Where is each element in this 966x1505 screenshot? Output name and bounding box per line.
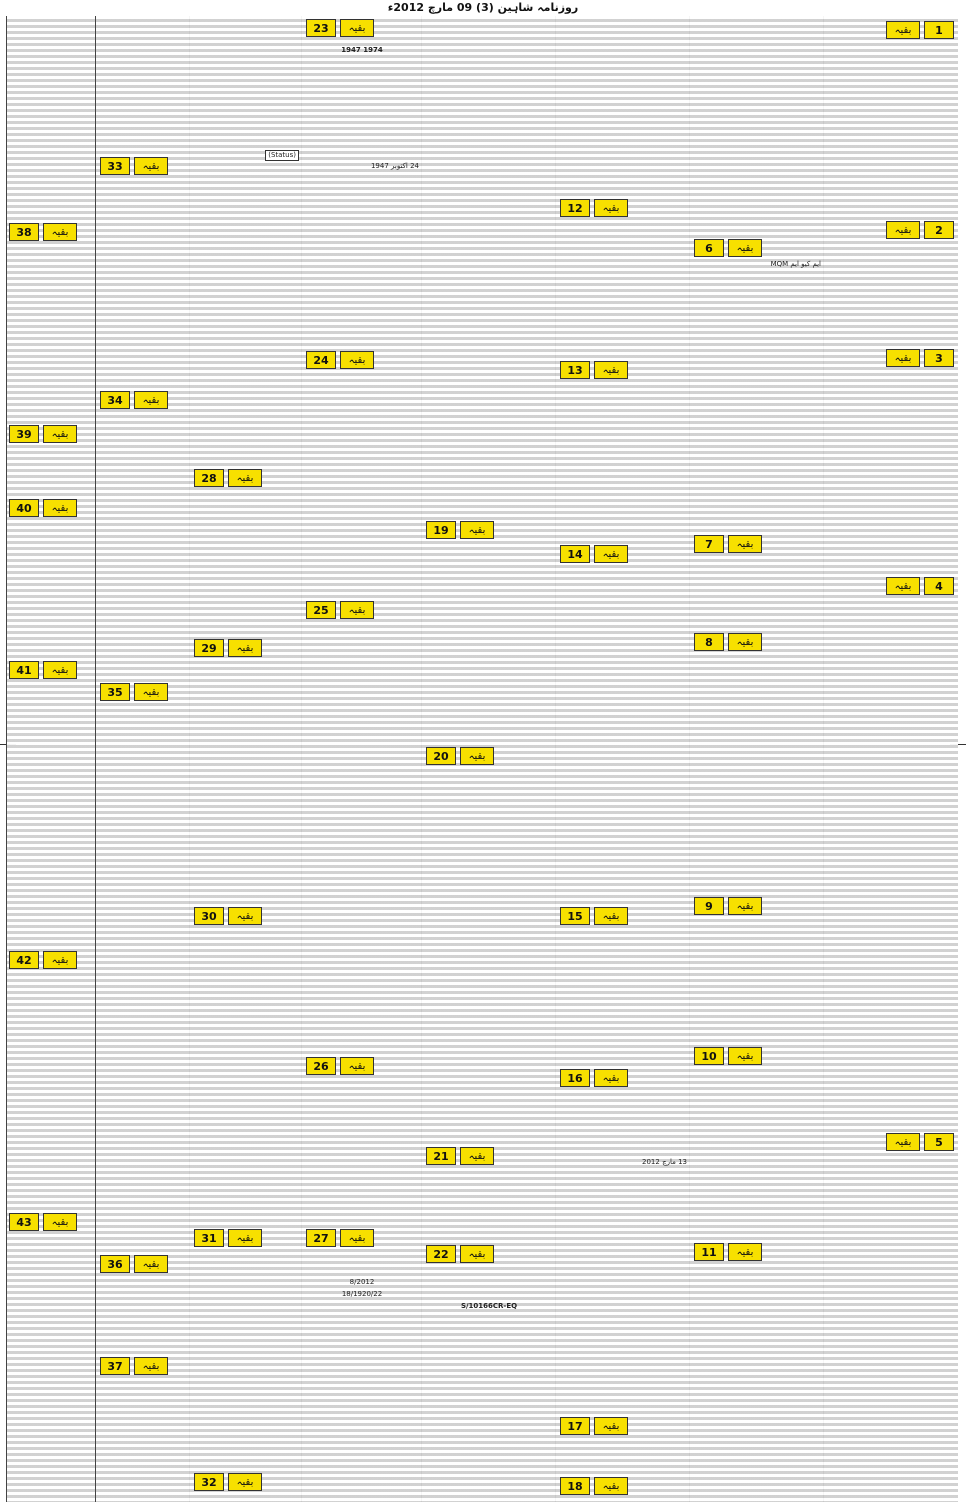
badge-label: بقیہ (886, 21, 920, 39)
badge-label: بقیہ (594, 1069, 628, 1087)
badge-label: بقیہ (594, 907, 628, 925)
continuation-badge (9, 498, 85, 518)
continuation-badge (100, 682, 176, 702)
badge-label: بقیہ (43, 661, 77, 679)
badge-label: بقیہ (228, 1473, 262, 1491)
continuation-badge (694, 238, 770, 258)
column-7 (95, 16, 190, 1502)
continuation-badge (878, 348, 954, 368)
badge-label: بقیہ (228, 907, 262, 925)
badge-number: 19 (426, 521, 456, 539)
badge-label: بقیہ (594, 1477, 628, 1495)
badge-label: بقیہ (886, 221, 920, 239)
badge-label: بقیہ (43, 223, 77, 241)
continuation-badge (560, 906, 636, 926)
badge-label: بقیہ (460, 521, 494, 539)
badge-number: 36 (100, 1255, 130, 1273)
badge-label: بقیہ (886, 577, 920, 595)
badge-label: بقیہ (594, 545, 628, 563)
continuation-badge (194, 1472, 270, 1492)
badge-number: 22 (426, 1245, 456, 1263)
masthead-title: روزنامہ شاہین (3) 09 مارچ 2012ء (387, 1, 579, 14)
badge-label: بقیہ (134, 1357, 168, 1375)
continuation-badge (560, 544, 636, 564)
continuation-badge (9, 222, 85, 242)
newspaper-page (8, 16, 958, 1502)
continuation-badge (560, 1068, 636, 1088)
badge-label: بقیہ (728, 1047, 762, 1065)
badge-number: 9 (694, 897, 724, 915)
continuation-badge (9, 424, 85, 444)
continuation-badge (306, 600, 382, 620)
badge-label: بقیہ (728, 897, 762, 915)
continuation-badge (560, 1416, 636, 1436)
badge-number: 3 (924, 349, 954, 367)
column-1 (823, 16, 958, 1502)
continuation-badge (878, 576, 954, 596)
continuation-badge (694, 896, 770, 916)
badge-label: بقیہ (340, 351, 374, 369)
badge-label: بقیہ (228, 1229, 262, 1247)
continuation-badge (9, 660, 85, 680)
badge-number: 32 (194, 1473, 224, 1491)
badge-number: 42 (9, 951, 39, 969)
badge-label: بقیہ (728, 633, 762, 651)
badge-label: بقیہ (340, 1229, 374, 1247)
badge-label: بقیہ (134, 1255, 168, 1273)
continuation-badge (694, 1046, 770, 1066)
badge-label: بقیہ (134, 683, 168, 701)
badge-number: 23 (306, 19, 336, 37)
headline-snippet: 24 اکتوبر 1947 (370, 162, 419, 170)
column-8 (6, 16, 96, 1502)
badge-label: بقیہ (43, 425, 77, 443)
date-line: 8/2012 (349, 1278, 375, 1286)
continuation-badge (694, 1242, 770, 1262)
badge-number: 27 (306, 1229, 336, 1247)
headline-snippet: 1947 1974 (341, 46, 383, 54)
column-text (190, 16, 302, 1502)
badge-number: 6 (694, 239, 724, 257)
badge-label: بقیہ (43, 1213, 77, 1231)
badge-number: 43 (9, 1213, 39, 1231)
badge-label: بقیہ (43, 951, 77, 969)
badge-label: بقیہ (134, 157, 168, 175)
badge-number: 34 (100, 391, 130, 409)
badge-number: 1 (924, 21, 954, 39)
continuation-badge (306, 350, 382, 370)
column-3 (555, 16, 690, 1502)
continuation-badge (100, 1254, 176, 1274)
continuation-badge (878, 220, 954, 240)
column-2 (689, 16, 824, 1502)
continuation-badge (426, 1146, 502, 1166)
continuation-badge (100, 390, 176, 410)
badge-number: 12 (560, 199, 590, 217)
badge-label: بقیہ (460, 1245, 494, 1263)
badge-number: 16 (560, 1069, 590, 1087)
badge-label: بقیہ (886, 1133, 920, 1151)
badge-label: بقیہ (886, 349, 920, 367)
continuation-badge (878, 1132, 954, 1152)
badge-label: بقیہ (460, 1147, 494, 1165)
badge-number: 8 (694, 633, 724, 651)
badge-label: بقیہ (228, 639, 262, 657)
badge-number: 18 (560, 1477, 590, 1495)
continuation-badge (878, 20, 954, 40)
badge-label: بقیہ (134, 391, 168, 409)
badge-label: بقیہ (340, 1057, 374, 1075)
headline-snippet: 13 مارچ 2012 (642, 1158, 687, 1166)
continuation-badge (426, 1244, 502, 1264)
continuation-badge (694, 534, 770, 554)
badge-number: 14 (560, 545, 590, 563)
column-6 (189, 16, 302, 1502)
badge-number: 10 (694, 1047, 724, 1065)
continuation-badge (306, 1228, 382, 1248)
badge-number: 25 (306, 601, 336, 619)
badge-number: 2 (924, 221, 954, 239)
continuation-badge (100, 156, 176, 176)
reference-code: S/10166CR-EQ (460, 1302, 518, 1310)
badge-number: 17 (560, 1417, 590, 1435)
continuation-badge (560, 360, 636, 380)
badge-label: بقیہ (228, 469, 262, 487)
column-4 (421, 16, 556, 1502)
badge-number: 15 (560, 907, 590, 925)
continuation-badge (194, 906, 270, 926)
badge-number: 29 (194, 639, 224, 657)
reference-line: 18/1920/22 (341, 1290, 383, 1298)
badge-number: 5 (924, 1133, 954, 1151)
badge-number: 7 (694, 535, 724, 553)
badge-number: 31 (194, 1229, 224, 1247)
headline-snippet: ایم کیو ایم MQM (770, 260, 821, 268)
badge-number: 41 (9, 661, 39, 679)
column-5 (301, 16, 422, 1502)
badge-number: 40 (9, 499, 39, 517)
badge-number: 4 (924, 577, 954, 595)
badge-number: 11 (694, 1243, 724, 1261)
continuation-badge (194, 468, 270, 488)
continuation-badge (306, 1056, 382, 1076)
badge-label: بقیہ (340, 19, 374, 37)
continuation-badge (560, 1476, 636, 1496)
column-text (96, 16, 190, 1502)
badge-number: 37 (100, 1357, 130, 1375)
badge-number: 24 (306, 351, 336, 369)
status-box: (Status) (265, 150, 299, 161)
continuation-badge (426, 746, 502, 766)
badge-number: 33 (100, 157, 130, 175)
badge-number: 30 (194, 907, 224, 925)
continuation-badge (9, 1212, 85, 1232)
badge-number: 26 (306, 1057, 336, 1075)
continuation-badge (694, 632, 770, 652)
continuation-badge (306, 18, 382, 38)
badge-label: بقیہ (728, 535, 762, 553)
continuation-badge (560, 198, 636, 218)
badge-number: 13 (560, 361, 590, 379)
badge-number: 21 (426, 1147, 456, 1165)
badge-label: بقیہ (728, 239, 762, 257)
continuation-badge (9, 950, 85, 970)
badge-label: بقیہ (460, 747, 494, 765)
badge-number: 28 (194, 469, 224, 487)
status-line (193, 150, 299, 162)
badge-label: بقیہ (43, 499, 77, 517)
badge-number: 39 (9, 425, 39, 443)
badge-label: بقیہ (594, 361, 628, 379)
badge-number: 35 (100, 683, 130, 701)
column-text (556, 16, 690, 1502)
badge-label: بقیہ (594, 1417, 628, 1435)
continuation-badge (100, 1356, 176, 1376)
badge-label: بقیہ (594, 199, 628, 217)
continuation-badge (426, 520, 502, 540)
continuation-badge (194, 1228, 270, 1248)
badge-label: بقیہ (728, 1243, 762, 1261)
badge-number: 20 (426, 747, 456, 765)
badge-label: بقیہ (340, 601, 374, 619)
badge-number: 38 (9, 223, 39, 241)
continuation-badge (194, 638, 270, 658)
